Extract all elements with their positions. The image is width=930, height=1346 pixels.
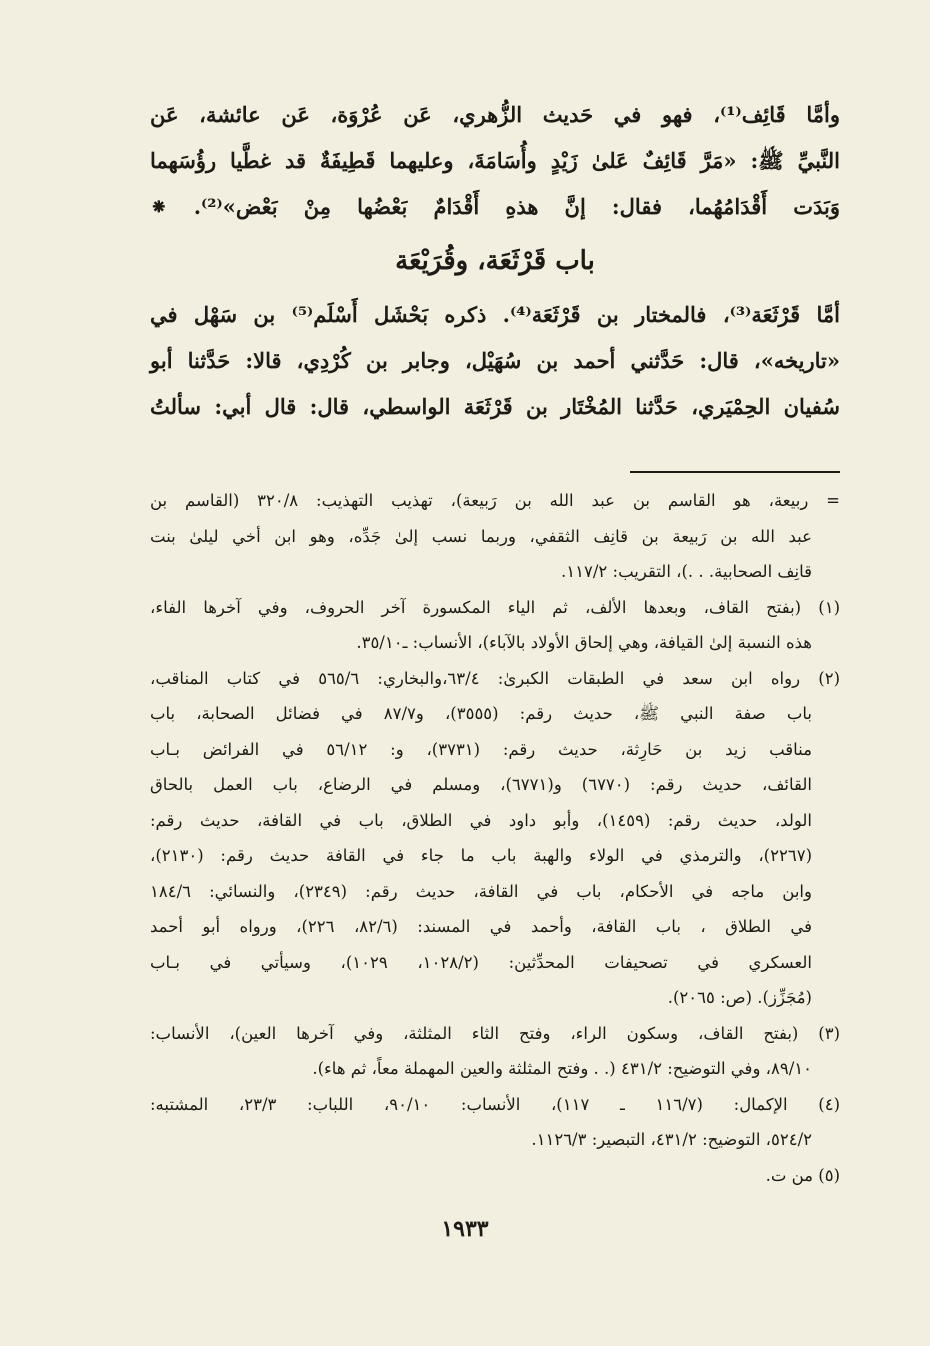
footnote-line: (٣) (بفتح القاف، وسكون الراء، وفتح الثاء المثلثة، وفي آخرها العين)، الأنساب: [150, 1023, 840, 1043]
main-text-line: سُفيان الحِمْيَري، حَدَّثنا المُخْتَار بن قَرْثَعَة الواسطي، قال: قال أبي: سألتُ [150, 394, 840, 419]
main-text-line: وَبَدَت أَقْدَامُهُما، فقال: إنَّ هذهِ أَقْدَامٌ بَعْضُها مِنْ بَعْض»⁽²⁾. ⁕ [150, 194, 840, 219]
footnote-line: (٥) من ت. [765, 1165, 840, 1185]
footnote-line: (مُجَزِّز). (ص: ٢٠٦٥). [667, 988, 812, 1007]
main-text-line: النَّبيِّ ﷺ: «مَرَّ قَائِفٌ عَلىٰ زَيْدٍ وأُسَامَةَ، وعليهما قَطِيفَةٌ قد غطَّيا رؤُسَهما [150, 148, 840, 173]
page-number: ١٩٣٣ [441, 1216, 489, 1242]
main-text-line: أمَّا قَرْثَعَة⁽³⁾، فالمختار بن قَرْثَعَة⁽⁴⁾. ذكره بَحْشَل أَسْلَم⁽⁵⁾ بن سَهْل في [150, 302, 840, 327]
footnote-line: (٢) رواه ابن سعد في الطبقات الكبرىٰ: ٦٣/٤،والبخاري: ٥٦٥/٦ في كتاب المناقب، [150, 668, 841, 688]
footnote-line: في الطلاق ، باب القافة، وأحمد في المسند: (٨٢/٦، ٢٢٦)، ورواه أبو أحمد [150, 917, 812, 936]
footnote-line: وابن ماجه في الأحكام، باب في القافة، حديث رقم: (٢٣٤٩)، والنسائي: ١٨٤/٦ [150, 881, 812, 901]
footnote-line: عبد الله بن رَبيعة بن قانِف الثقفي، وربما نسب إلىٰ جَدِّه، وهو ابن أخي ليلىٰ بنت [150, 526, 812, 546]
footnotes [150, 483, 840, 1193]
section-heading: باب قَرْثَعَة، وقُرَيْعَة [395, 246, 595, 276]
main-text-line: «تاريخه»، قال: حَدَّثني أحمد بن سُهَيْل، وجابر بن كُرْدِي، قالا: حَدَّثنا أبو [150, 348, 840, 373]
footnote-line: باب صفة النبي ﷺ، حديث رقم: (٣٥٥٥)، و٨٧/٧ في فضائل الصحابة، باب [150, 704, 812, 723]
footnote-line: (٤) الإكمال: (١١٦/٧ ـ ١١٧)، الأنساب: ٩٠/١٠، اللباب: ٢٣/٣، المشتبه: [150, 1094, 841, 1114]
footnote-line: الولد، حديث رقم: (١٤٥٩)، وأبو داود في الطلاق، باب في القافة، حديث رقم: [150, 810, 813, 830]
footnote-line: هذه النسبة إلىٰ القيافة، وهي إلحاق الأولاد بالآباء)، الأنساب: ـ٣٥/١٠. [356, 633, 812, 652]
footnote-line: القائف، حديث رقم: (٦٧٧٠) و(٦٧٧١)، ومسلم في الرضاع، باب العمل بالحاق [150, 775, 812, 794]
footnote-line: (١) (بفتح القاف، وبعدها الألف، ثم الياء المكسورة آخر الحروف، وفي آخرها الفاء، [150, 597, 840, 617]
footnote-line: مناقب زيد بن حَارِثة، حديث رقم: (٣٧٣١)، و: ٥٦/١٢ في الفرائض بـاب [150, 739, 812, 759]
footnote-line: العسكري في تصحيفات المحدِّثين: (١٠٢٨/٢، ١٠٢٩)، وسيأتي في بـاب [150, 952, 812, 972]
footnote-line: (٢٢٦٧)، والترمذي في الولاء والهبة باب ما جاء في القافة حديث رقم: (٢١٣٠)، [150, 846, 812, 865]
footnote-line: ٨٩/١٠، وفي التوضيح: ٤٣١/٢ (. . وفتح المثلثة والعين المهملة معاً، ثم هاء). [312, 1059, 812, 1078]
footnote-separator [630, 471, 840, 473]
main-text [150, 92, 840, 430]
footnote-line: قانِف الصحابية. . .)، التقريب: ١١٧/٢. [561, 562, 812, 581]
main-text-line: وأمَّا قَائِف⁽¹⁾، فهو في حَديث الزُّهري، عَن عُرْوَة، عَن عائشة، عَن [150, 102, 840, 127]
footnote-line: = ربيعة، هو القاسم بن عبد الله بن رَبيعة)، تهذيب التهذيب: ٣٢٠/٨ (القاسم بن [150, 491, 840, 510]
footnote-line: ٥٢٤/٢، التوضيح: ٤٣١/٢، التبصير: ١١٢٦/٣. [531, 1130, 812, 1149]
